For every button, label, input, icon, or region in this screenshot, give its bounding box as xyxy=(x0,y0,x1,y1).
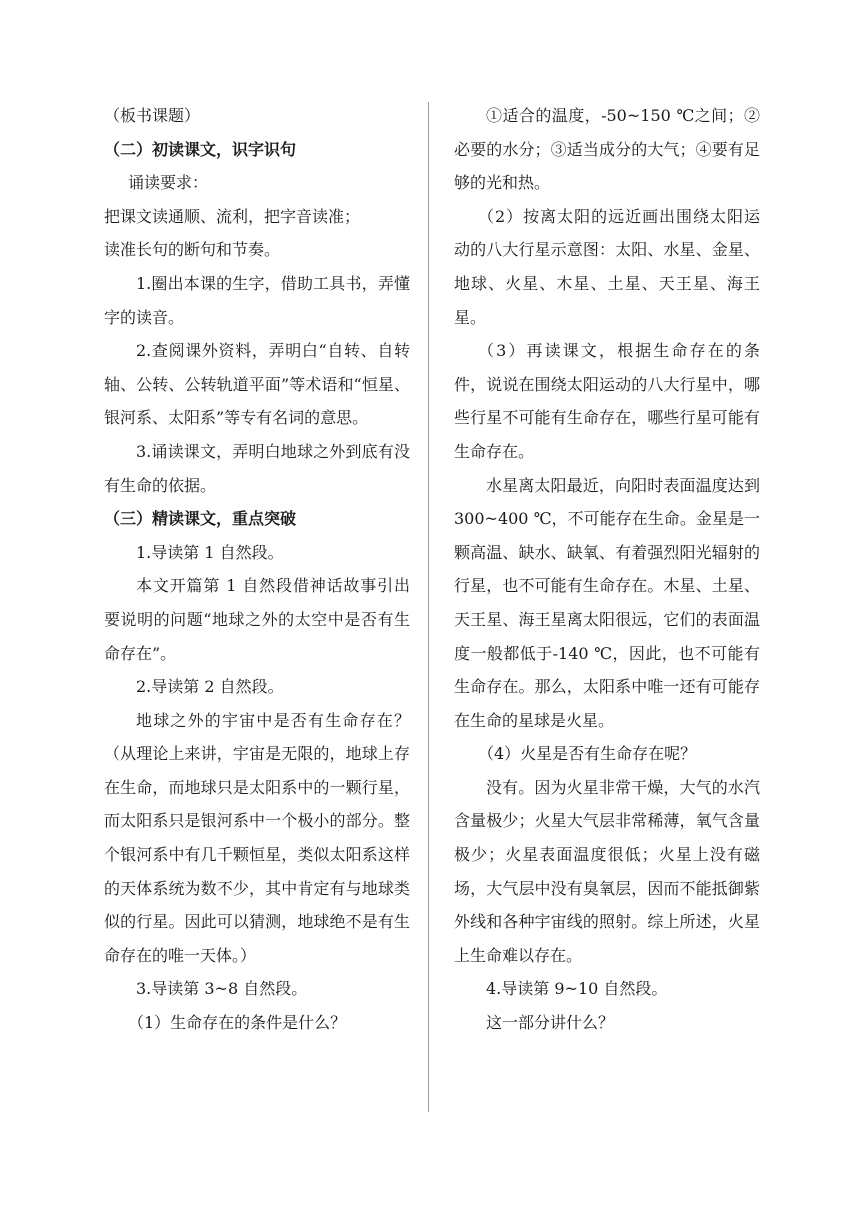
section-heading-first-reading: （二）初读课文，识字识句 xyxy=(104,139,297,159)
guide-paragraph-1-heading: 1.导读第 1 自然段。 xyxy=(136,542,284,562)
question-5: 这一部分讲什么？ xyxy=(486,1013,615,1033)
mars-answer: 没有。因为火星非常干燥，大气的水汽含量极少；火星大气层非常稀薄，氧气含量极少；火星表面温度很低；火星上没有磁场，大气层中没有臭氧层，因而不能抵御紫外线和各种宇宙线的照射。综上所述，火星上生命难以存在。 xyxy=(454,777,760,965)
column-divider xyxy=(428,102,429,1112)
board-title-note: （板书课题） xyxy=(104,106,201,125)
task-paragraph-3: 3.诵读课文，弄明白地球之外到底有没有生命的依据。 xyxy=(104,441,410,495)
question-3: （3）再读课文，根据生命存在的条件，说说在围绕太阳运动的八大行星中，哪些行星不可能有生命存在，哪些行星可能有生命存在。 xyxy=(454,341,760,461)
task-paragraph-1: 1.圈出本课的生字，借助工具书，弄懂字的读音。 xyxy=(104,273,410,327)
life-conditions-answer: ①适合的温度，-50~150 ℃之间；②必要的水分；③适当成分的大气；④要有足够的光和热。 xyxy=(454,106,760,193)
question-2: （2）按离太阳的远近画出围绕太阳运动的八大行星示意图：太阳、水星、金星、地球、火星、木星、土星、天王星、海王星。 xyxy=(454,206,760,327)
question-4: （4）火星是否有生命存在呢？ xyxy=(478,744,697,764)
guide-paragraph-4-heading: 4.导读第 9~10 自然段。 xyxy=(486,979,668,999)
right-column xyxy=(454,99,760,1040)
guide-paragraph-2-body: 地球之外的宇宙中是否有生命存在？（从理论上来讲，宇宙是无限的，地球上存在生命，而地球只是太阳系中的一颗行星，而太阳系只是银河系中一个极小的部分。整个银河系中有几千颗恒星，类似太阳系这样的天体系统为数不少，其中肯定有与地球类似的行星。因此可以猜测，地球绝不是有生命存在的唯一天体。） xyxy=(104,710,410,965)
guide-paragraph-2-heading: 2.导读第 2 自然段。 xyxy=(136,677,284,697)
task-paragraph-2: 2.查阅课外资料，弄明白“自转、自转轴、公转、公转轨道平面”等术语和“恒星、银河系、太阳系”等专有名词的意思。 xyxy=(104,341,410,428)
planets-answer: 水星离太阳最近，向阳时表面温度达到 300~400 ℃，不可能存在生命。金星是一颗高温、缺水、缺氧、有着强烈阳光辐射的行星，也不可能有生命存在。木星、土星、天王星、海王星离太阳很远，它们的表面温度一般都低于-140 ℃，因此，也不可能有生命存在。那么，太阳系中唯一还有可能存在生命的星球是火星。 xyxy=(454,475,760,730)
question-1: （1）生命存在的条件是什么？ xyxy=(128,1013,347,1033)
reading-requirement-2: 读准长句的断句和节奏。 xyxy=(104,240,281,260)
reading-requirements-label: 诵读要求： xyxy=(128,173,209,193)
guide-paragraph-3-heading: 3.导读第 3~8 自然段。 xyxy=(136,979,308,999)
left-column xyxy=(104,99,410,1040)
reading-requirement-1: 把课文读通顺、流利，把字音读准； xyxy=(104,206,361,226)
guide-paragraph-1-body: 本文开篇第 1 自然段借神话故事引出要说明的问题“地球之外的太空中是否有生命存在”。 xyxy=(104,576,410,663)
section-heading-close-reading: （三）精读课文，重点突破 xyxy=(104,509,297,529)
